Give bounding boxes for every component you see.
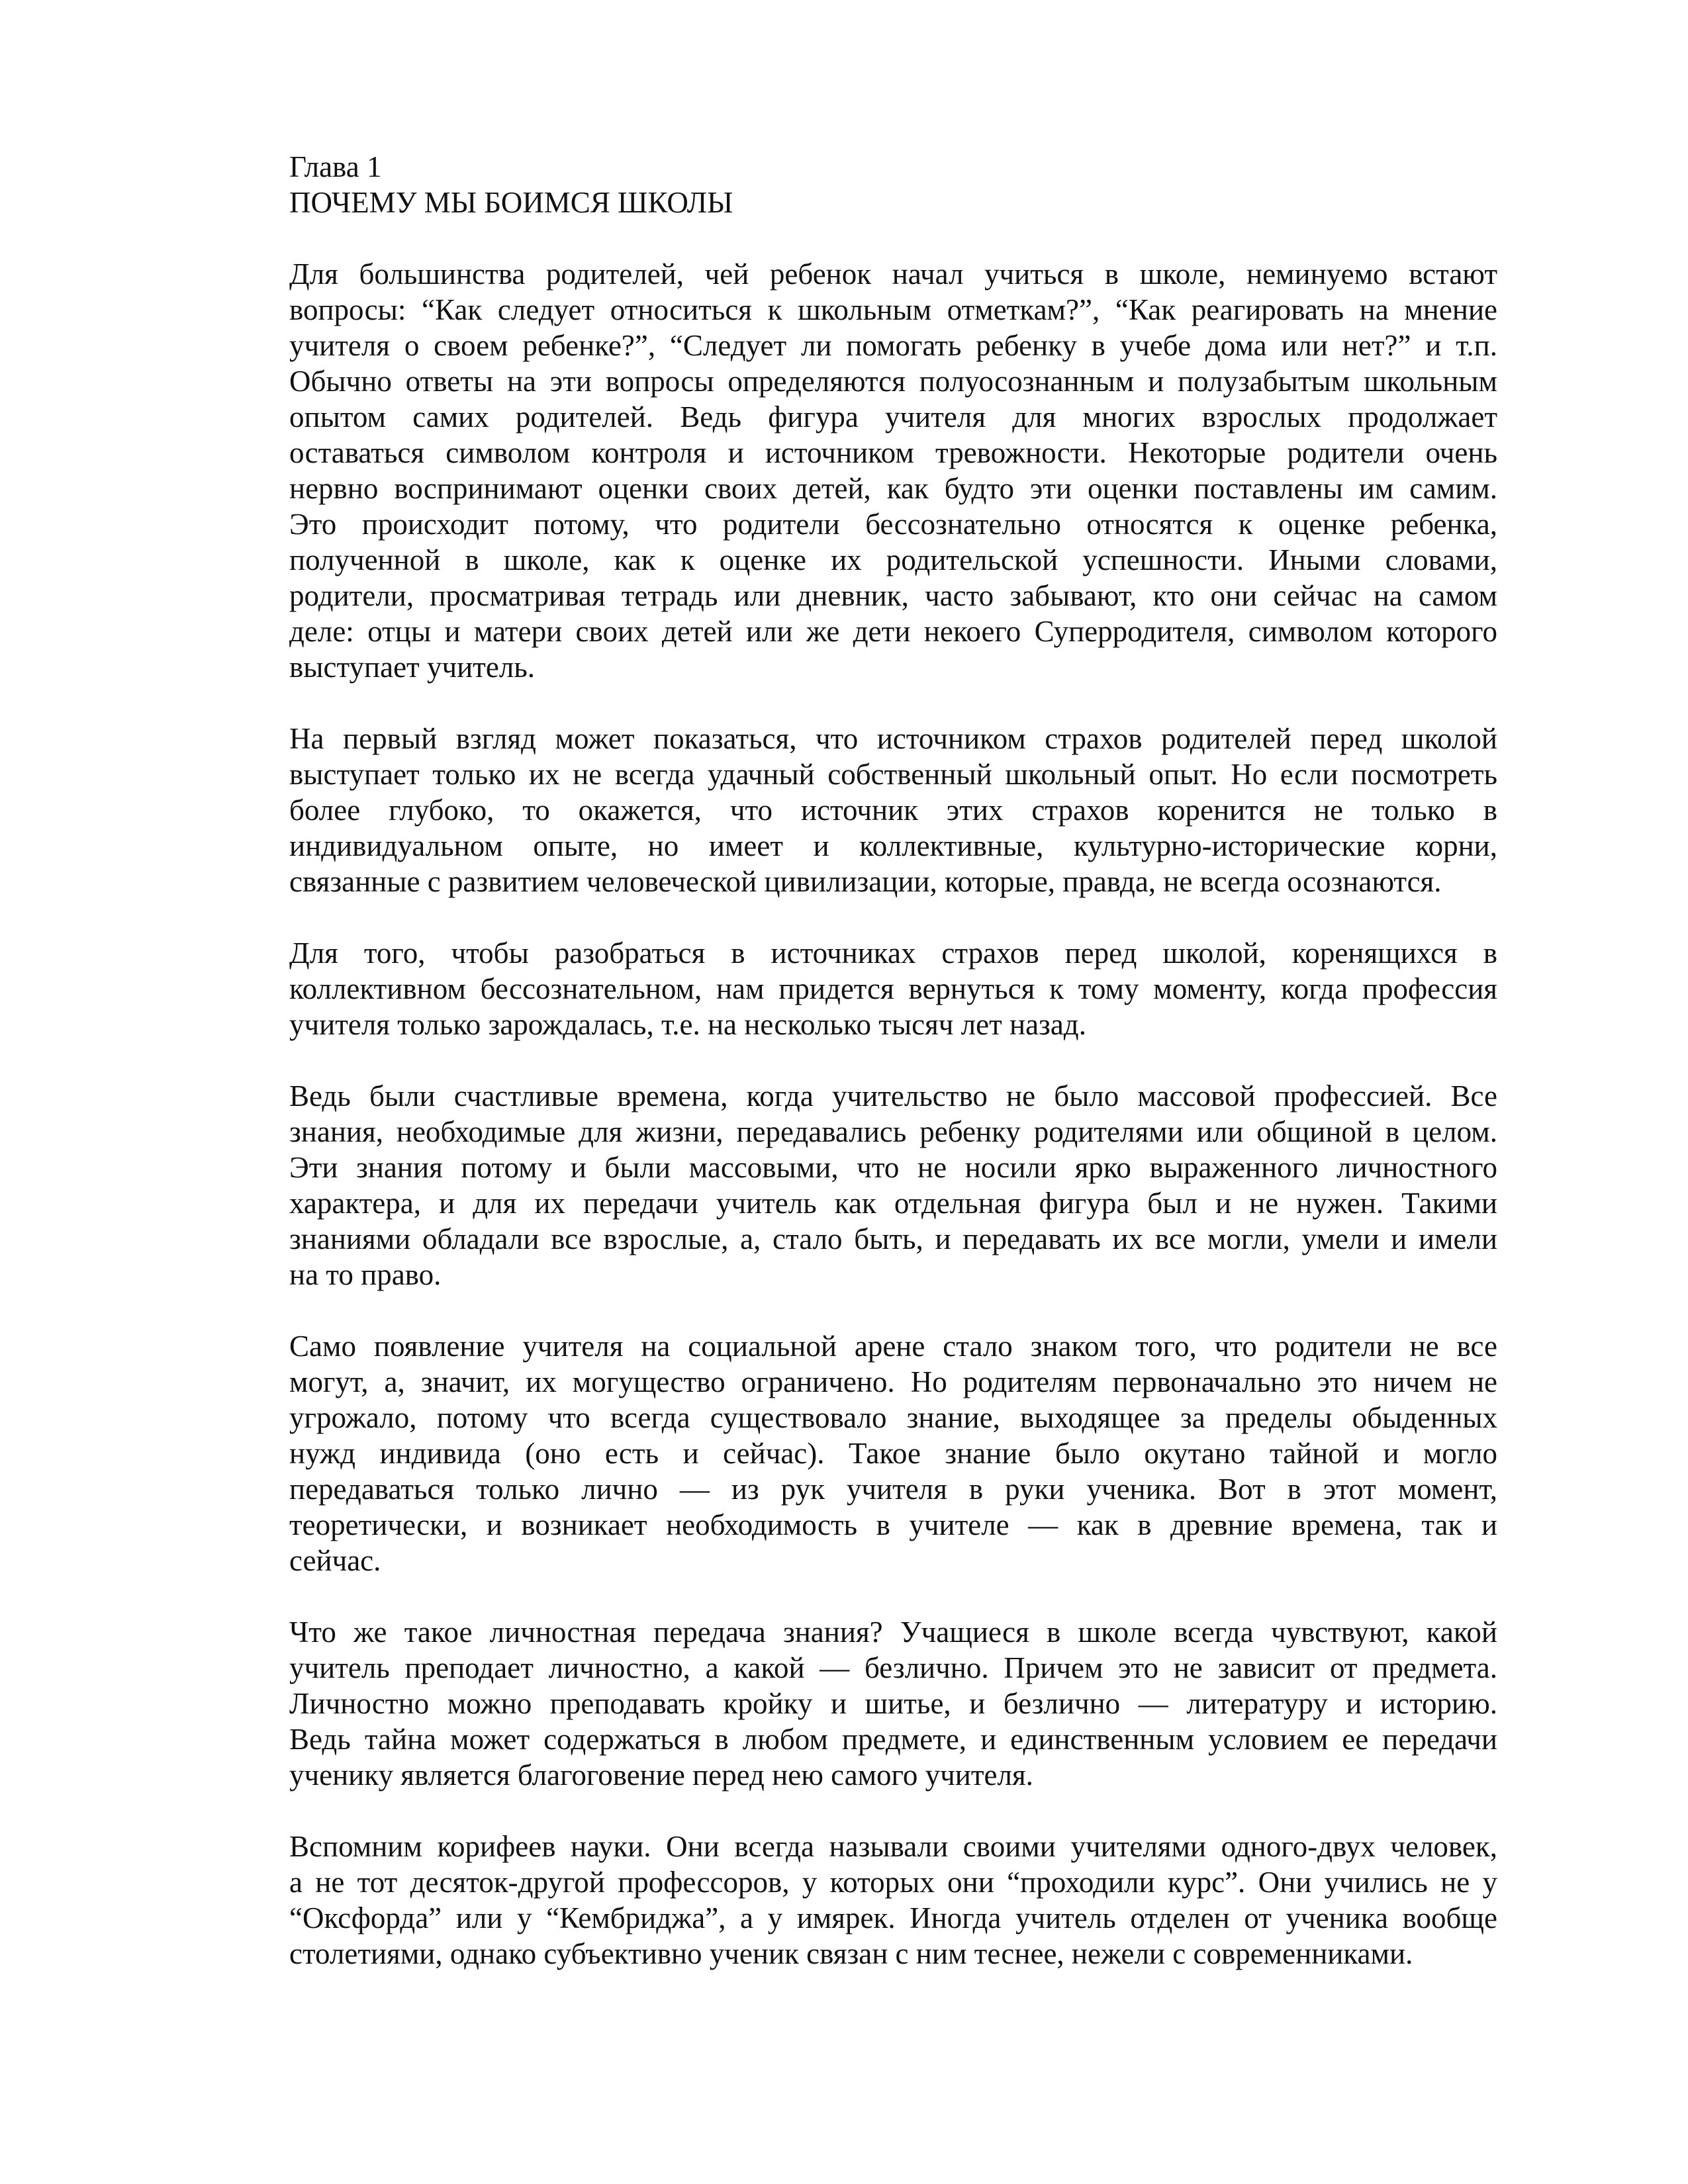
paragraph bbox=[289, 721, 1497, 899]
text-line: Что же такое личностная передача знания? Учащиеся в школе всегда чувствуют, какой bbox=[289, 1615, 1497, 1649]
text-line: нервно воспринимают оценки своих детей, как будто эти оценки поставлены им самим. bbox=[289, 472, 1497, 505]
paragraph bbox=[289, 1614, 1497, 1793]
text-line: индивидуальном опыте, но имеет и коллективные, культурно-исторические корни, bbox=[289, 829, 1497, 862]
text-line: учителя только зарождалась, т.е. на несколько тысяч лет назад. bbox=[289, 1008, 1086, 1041]
text-line: теоретически, и возникает необходимость в учителе — как в древние времена, так и bbox=[289, 1508, 1497, 1541]
text-line: родители, просматривая тетрадь или дневник, часто забывают, кто они сейчас на самом bbox=[289, 579, 1497, 612]
paragraph bbox=[289, 256, 1497, 685]
text-line: оставаться символом контроля и источником тревожности. Некоторые родители очень bbox=[289, 436, 1497, 469]
text-line: характера, и для их передачи учитель как отдельная фигура был и не нужен. Такими bbox=[289, 1187, 1497, 1220]
text-line: выступает только их не всегда удачный собственный школьный опыт. Но если посмотреть bbox=[289, 758, 1497, 791]
text-line: коллективном бессознательном, нам придется вернуться к тому моменту, когда профессия bbox=[289, 972, 1497, 1005]
text-line: знаниями обладали все взрослые, а, стало быть, и передавать их все могли, умели и имели bbox=[289, 1222, 1497, 1255]
text-line: учителя о своем ребенке?”, “Следует ли помогать ребенку в учебе дома или нет?” и т.п. bbox=[289, 329, 1497, 362]
text-line: Само появление учителя на социальной арене стало знаком того, что родители не все bbox=[289, 1330, 1497, 1363]
document-body bbox=[289, 149, 1497, 2007]
text-line: столетиями, однако субъективно ученик связан с ним теснее, нежели с современниками. bbox=[289, 1937, 1413, 1970]
paragraph-list bbox=[289, 256, 1497, 1972]
text-line: “Оксфорда” или у “Кембриджа”, а у имярек. Иногда учитель отделен от ученика вообще bbox=[289, 1901, 1497, 1934]
text-line: Личностно можно преподавать кройку и шитье, и безлично — литературу и историю. bbox=[289, 1687, 1497, 1720]
text-line: Ведь были счастливые времена, когда учительство не было массовой профессией. Все bbox=[289, 1079, 1497, 1113]
text-line: Обычно ответы на эти вопросы определяются полуосознанным и полузабытым школьным bbox=[289, 365, 1497, 398]
text-line: На первый взгляд может показаться, что источником страхов родителей перед школой bbox=[289, 722, 1497, 755]
chapter-heading bbox=[289, 149, 1497, 220]
text-line: опытом самих родителей. Ведь фигура учителя для многих взрослых продолжает bbox=[289, 400, 1497, 433]
text-line: более глубоко, то окажется, что источник этих страхов коренится не только в bbox=[289, 794, 1497, 827]
text-line: выступает учитель. bbox=[289, 651, 536, 684]
text-line: Вспомним корифеев науки. Они всегда называли своими учителями одного-двух человек, bbox=[289, 1830, 1497, 1863]
text-line: связанные с развитием человеческой цивилизации, которые, правда, не всегда осознаются. bbox=[289, 865, 1442, 898]
text-line: сейчас. bbox=[289, 1544, 381, 1577]
text-line: на то право. bbox=[289, 1258, 442, 1291]
chapter-title: ПОЧЕМУ МЫ БОИМСЯ ШКОЛЫ bbox=[289, 186, 733, 219]
text-line: знания, необходимые для жизни, передавались ребенку родителями или общиной в целом. bbox=[289, 1115, 1497, 1148]
text-line: Ведь тайна может содержаться в любом предмете, и единственным условием ее передачи bbox=[289, 1723, 1497, 1756]
text-line: деле: отцы и матери своих детей или же дети некоего Суперродителя, символом которого bbox=[289, 615, 1497, 648]
text-line: нужд индивида (оно есть и сейчас). Такое знание было окутано тайной и могло bbox=[289, 1437, 1497, 1470]
paragraph bbox=[289, 1829, 1497, 1972]
text-line: а не тот десяток-другой профессоров, у которых они “проходили курс”. Они учились не у bbox=[289, 1866, 1497, 1899]
text-line: Для того, чтобы разобраться в источниках страхов перед школой, коренящихся в bbox=[289, 936, 1497, 970]
text-line: могут, а, значит, их могущество ограничено. Но родителям первоначально это ничем не bbox=[289, 1365, 1497, 1398]
text-line: угрожало, потому что всегда существовало знание, выходящее за пределы обыденных bbox=[289, 1401, 1497, 1434]
text-line: Это происходит потому, что родители бессознательно относятся к оценке ребенка, bbox=[289, 508, 1497, 541]
text-line: учитель преподает личностно, а какой — безлично. Причем это не зависит от предмета. bbox=[289, 1651, 1497, 1684]
text-line: ученику является благоговение перед нею самого учителя. bbox=[289, 1758, 1033, 1792]
paragraph bbox=[289, 935, 1497, 1042]
paragraph bbox=[289, 1328, 1497, 1578]
text-line: Эти знания потому и были массовыми, что не носили ярко выраженного личностного bbox=[289, 1151, 1497, 1184]
chapter-label: Глава 1 bbox=[289, 150, 382, 183]
text-line: передаваться только лично — из рук учителя в руки ученика. Вот в этот момент, bbox=[289, 1473, 1497, 1506]
text-line: полученной в школе, как к оценке их родительской успешности. Иными словами, bbox=[289, 543, 1497, 576]
text-line: Для большинства родителей, чей ребенок начал учиться в школе, неминуемо встают bbox=[289, 257, 1497, 291]
paragraph bbox=[289, 1078, 1497, 1293]
text-line: вопросы: “Как следует относиться к школьным отметкам?”, “Как реагировать на мнение bbox=[289, 293, 1497, 326]
